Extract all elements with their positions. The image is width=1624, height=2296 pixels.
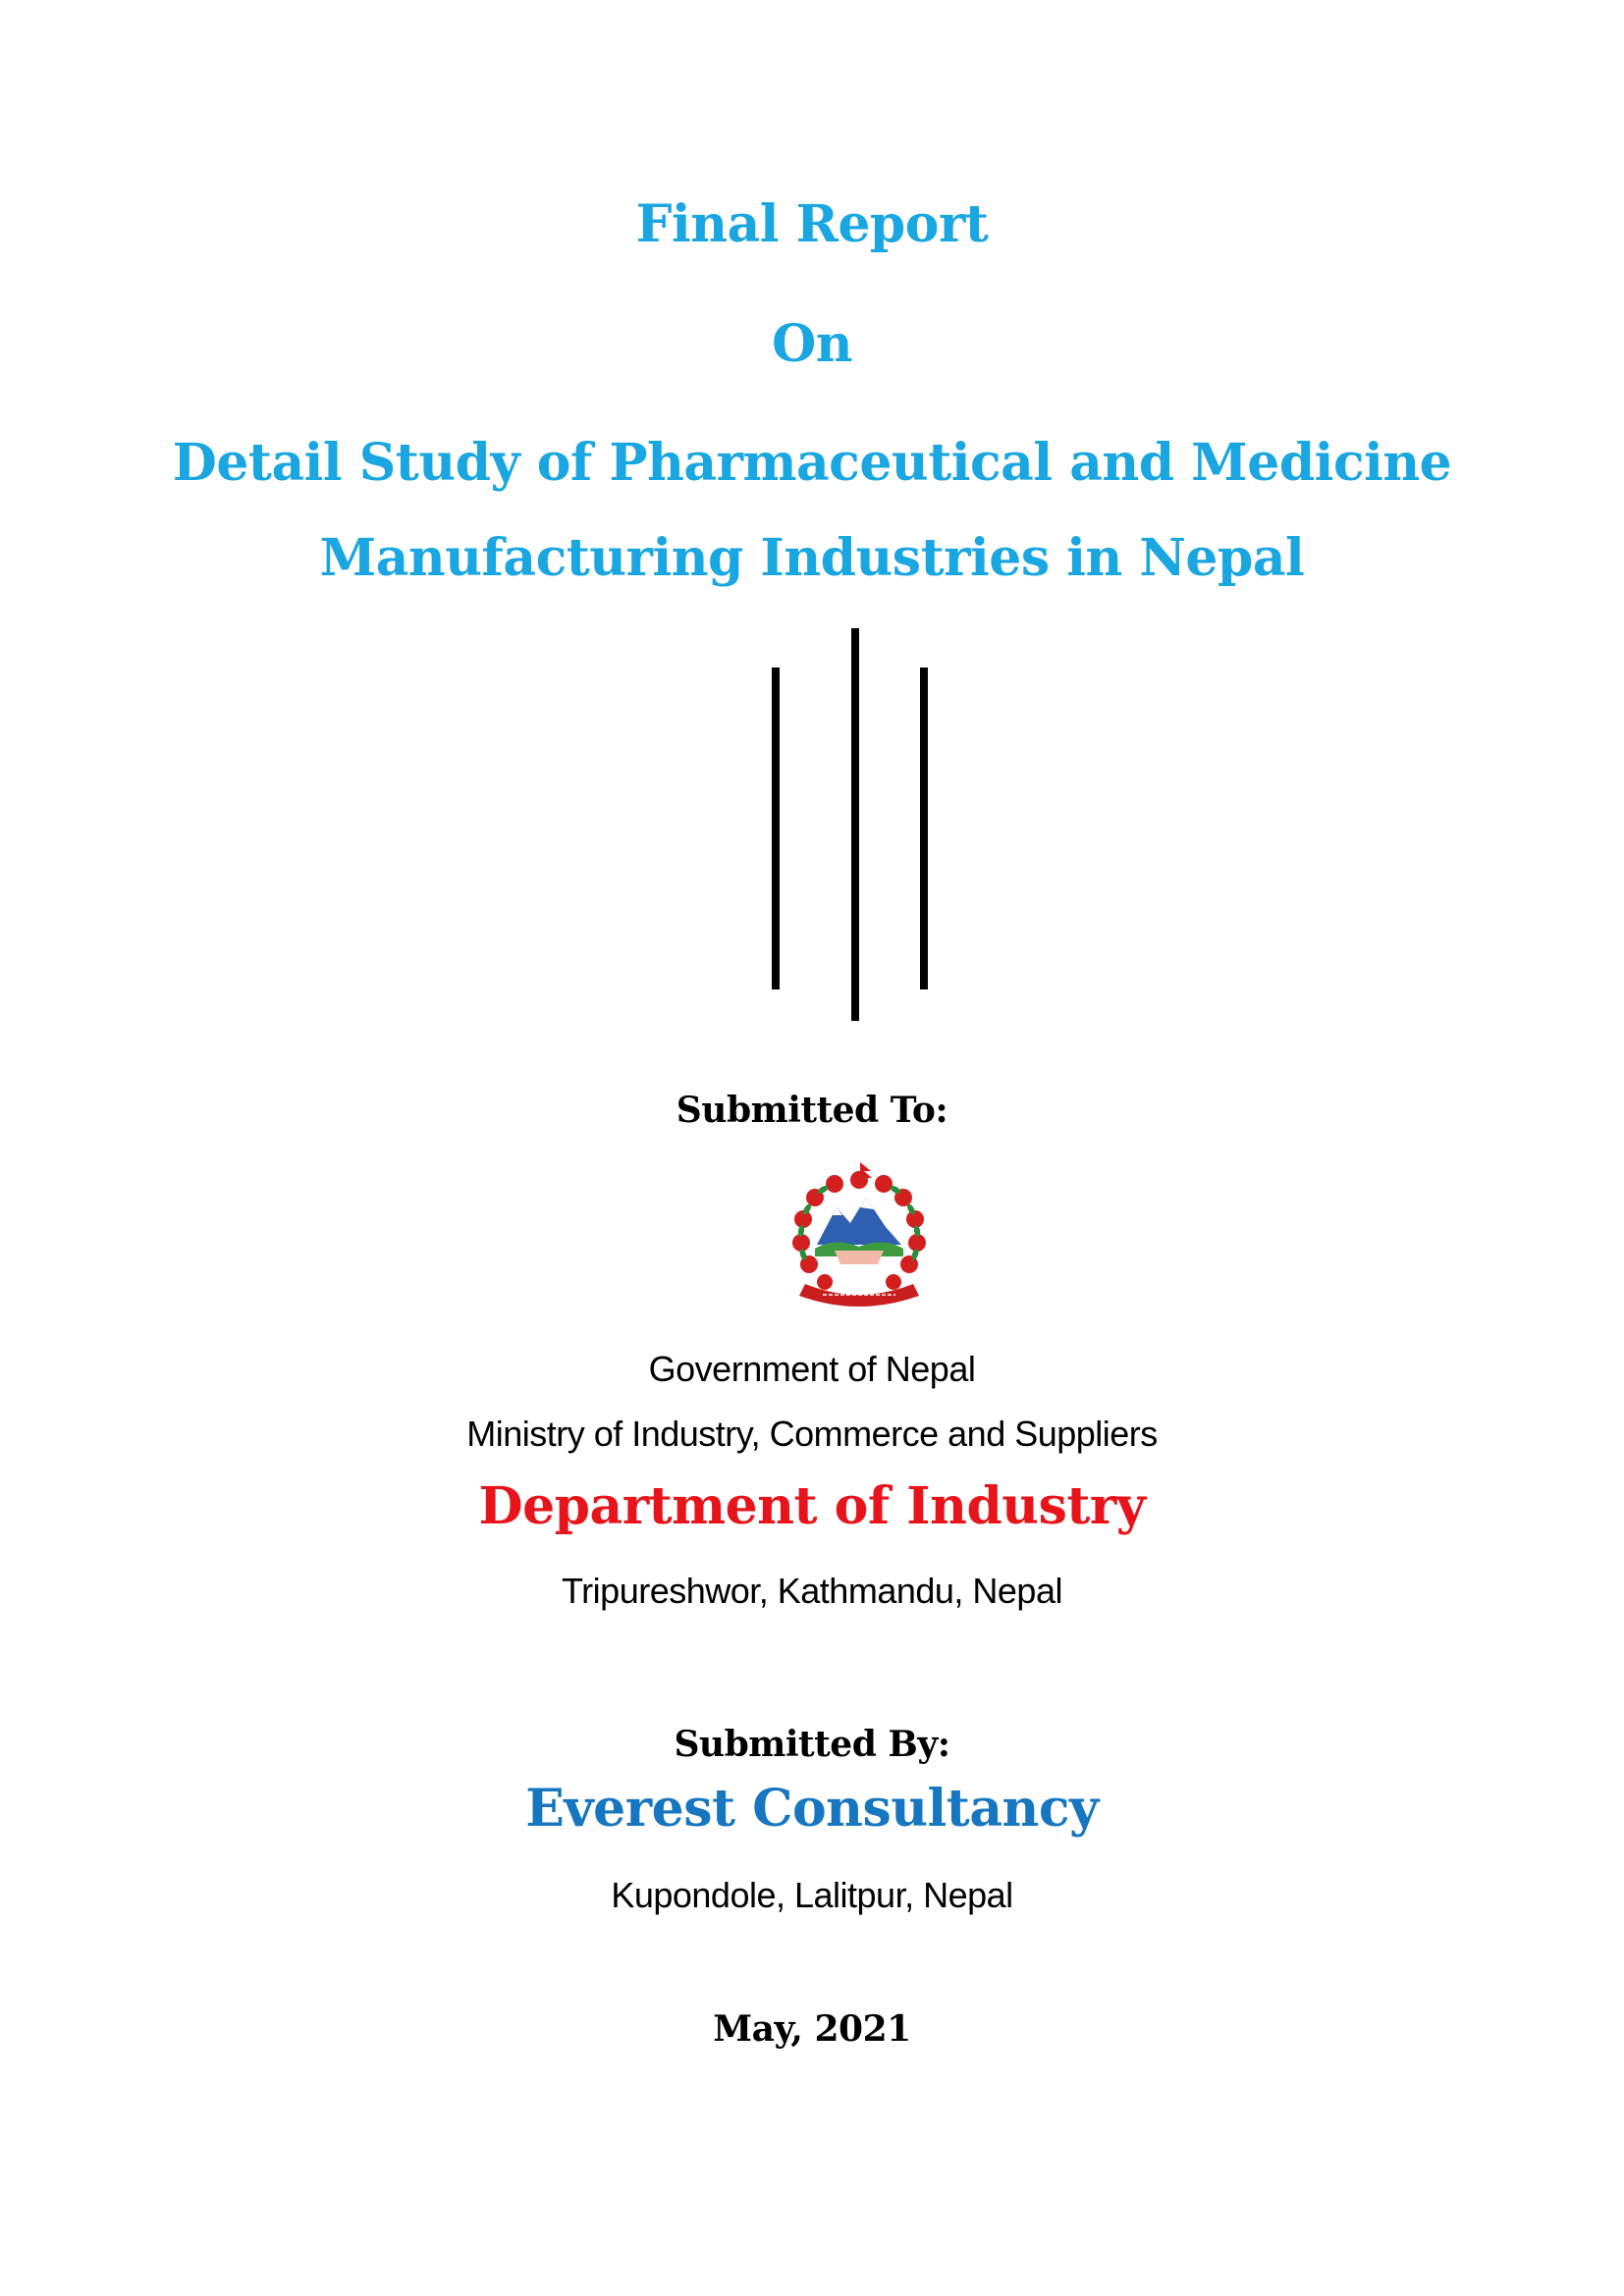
consultant-address: Kupondole, Lalitpur, Nepal [611, 1875, 1013, 1915]
nepal-coat-of-arms-icon [776, 1158, 943, 1315]
recipient-ministry: Ministry of Industry, Commerce and Suppliers [466, 1414, 1158, 1454]
report-title-line-4: Manufacturing Industries in Nepal [319, 528, 1305, 588]
decorative-bar-left [772, 667, 780, 989]
recipient-address: Tripureshwor, Kathmandu, Nepal [562, 1571, 1062, 1611]
submitted-by-label: Submitted By: [674, 1724, 950, 1765]
report-title-line-1: Final Report [635, 194, 989, 254]
report-title-line-3: Detail Study of Pharmaceutical and Medicine [172, 433, 1452, 493]
report-date: May, 2021 [713, 2008, 911, 2050]
recipient-government: Government of Nepal [648, 1349, 976, 1389]
recipient-department: Department of Industry [478, 1476, 1146, 1536]
consultant-name: Everest Consultancy [525, 1779, 1099, 1839]
decorative-bar-center [851, 628, 859, 1021]
report-title-line-2: On [771, 314, 853, 374]
submitted-to-label: Submitted To: [676, 1090, 948, 1131]
decorative-bar-right [920, 667, 928, 989]
